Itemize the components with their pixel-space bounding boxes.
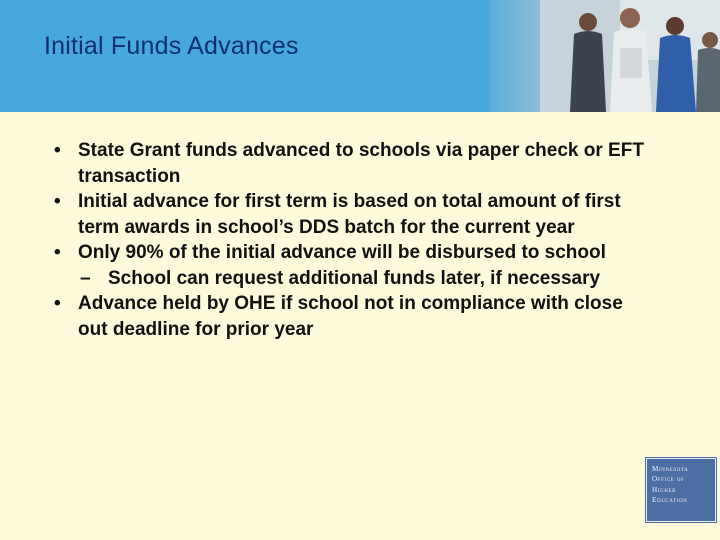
bullet-text: Only 90% of the initial advance will be disbursed to school [78,242,606,263]
bullet-text: Advance held by OHE if school not in compliance with close out deadline for prior year [78,293,623,340]
ohe-logo [646,458,716,522]
header-photo [470,0,720,112]
bullet-item [50,291,650,342]
dash-bullet-icon: – [80,267,91,289]
bullet-dot-icon: • [54,140,61,161]
logo-line: Minnesota [652,465,689,473]
sub-bullet-text: School can request additional funds later, if necessary [108,267,601,289]
bullet-dot-icon: • [54,242,61,263]
logo-line: Office of [652,475,685,484]
logo-line: Education [652,496,688,505]
bullet-dot-icon: • [54,293,61,314]
bullet-item [50,189,650,240]
bullet-item [50,138,650,189]
bullet-list [50,138,650,342]
bullet-text: Initial advance for first term is based on total amount of first term awards in school’s DDS batch for the current year [78,191,621,238]
bullet-item [50,240,650,266]
logo-line: Higher [652,485,677,494]
sub-bullet-item [50,266,650,292]
logo-text [652,464,688,506]
bullet-dot-icon: • [54,191,61,212]
slide-title: Initial Funds Advances [44,32,299,60]
students-photo-image [470,0,720,112]
header-band [0,0,720,112]
bullet-text: State Grant funds advanced to schools via paper check or EFT transaction [78,140,644,187]
